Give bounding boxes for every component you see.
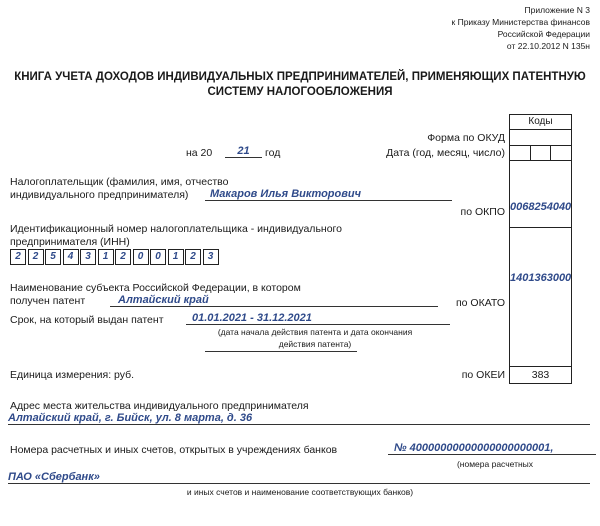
inn-digit: 1 bbox=[168, 249, 184, 265]
codes-header: Коды bbox=[510, 115, 571, 130]
year-value: 21 bbox=[225, 145, 262, 158]
document-title-line-1: КНИГА УЧЕТА ДОХОДОВ ИНДИВИДУАЛЬНЫХ ПРЕДПРИНИМАТЕЛЕЙ, ПРИМЕНЯЮЩИХ ПАТЕНТНУЮ bbox=[14, 71, 586, 83]
address-label: Адрес места жительства индивидуального предпринимателя bbox=[10, 400, 309, 412]
date-code-cells bbox=[510, 146, 571, 161]
inn-digit: 3 bbox=[203, 249, 219, 265]
appendix-line-4: от 22.10.2012 N 135н bbox=[506, 41, 590, 51]
okud-label: Форма по ОКУД bbox=[427, 132, 505, 144]
inn-digit: 0 bbox=[133, 249, 149, 265]
appendix-line-1: Приложение N 3 bbox=[524, 5, 590, 15]
codes-table bbox=[509, 114, 572, 384]
taxpayer-name: Макаров Илья Викторович bbox=[205, 188, 452, 201]
okei-code-cell bbox=[510, 367, 571, 384]
year-prefix: на 20 bbox=[186, 147, 213, 159]
okpo-code-cell bbox=[510, 161, 571, 228]
accounts-value: № 40000000000000000000001, bbox=[388, 442, 596, 455]
term-note-2: действия патента) bbox=[278, 339, 352, 349]
region-label-2: получен патент bbox=[10, 295, 86, 307]
okato-code: 1401363000 bbox=[510, 272, 572, 284]
taxpayer-label-1: Налогоплательщик (фамилия, имя, отчество bbox=[10, 176, 229, 188]
inn-digit: 0 bbox=[150, 249, 166, 265]
bank-name: ПАО «Сбербанк» bbox=[8, 471, 590, 484]
accounts-note: (номера расчетных bbox=[456, 459, 534, 469]
bank-note: и иных счетов и наименование соответствующих банков) bbox=[186, 487, 414, 497]
okpo-label: по ОКПО bbox=[460, 206, 505, 218]
okato-label: по ОКАТО bbox=[455, 297, 505, 309]
taxpayer-label-2: индивидуального предпринимателя) bbox=[10, 189, 189, 201]
inn-cells bbox=[10, 249, 220, 265]
address-value: Алтайский край, г. Бийск, ул. 8 марта, д. 36 bbox=[8, 412, 590, 425]
inn-digit: 2 bbox=[10, 249, 26, 265]
inn-digit: 1 bbox=[98, 249, 114, 265]
okud-code-cell bbox=[510, 130, 571, 146]
term-value: 01.01.2021 - 31.12.2021 bbox=[186, 312, 450, 325]
appendix-line-3: Российской Федерации bbox=[497, 29, 590, 39]
okei-code: 383 bbox=[531, 369, 550, 381]
inn-digit: 5 bbox=[45, 249, 61, 265]
inn-label-1: Идентификационный номер налогоплательщика - индивидуального bbox=[10, 223, 342, 235]
okei-label: по ОКЕИ bbox=[461, 369, 505, 381]
region-label-1: Наименование субъекта Российской Федерации, в котором bbox=[10, 282, 301, 294]
term-note-1: (дата начала действия патента и дата окончания bbox=[217, 327, 413, 337]
okato-code-cell bbox=[510, 228, 571, 367]
unit-label: Единица измерения: руб. bbox=[10, 369, 135, 381]
inn-digit: 2 bbox=[185, 249, 201, 265]
document-title-line-2: СИСТЕМУ НАЛОГООБЛОЖЕНИЯ bbox=[207, 86, 393, 98]
inn-digit: 4 bbox=[63, 249, 79, 265]
okpo-code: 0068254040 bbox=[510, 201, 572, 213]
inn-digit: 2 bbox=[115, 249, 131, 265]
region-value: Алтайский край bbox=[110, 294, 438, 307]
accounts-label: Номера расчетных и иных счетов, открытых в учреждениях банков bbox=[10, 444, 338, 456]
inn-digit: 3 bbox=[80, 249, 96, 265]
term-note-underline bbox=[205, 351, 357, 352]
year-suffix: год bbox=[265, 147, 281, 159]
date-label: Дата (год, месяц, число) bbox=[386, 147, 505, 159]
inn-label-2: предпринимателя (ИНН) bbox=[10, 236, 130, 248]
term-label: Срок, на который выдан патент bbox=[10, 314, 164, 326]
inn-digit: 2 bbox=[28, 249, 44, 265]
appendix-line-2: к Приказу Министерства финансов bbox=[451, 17, 590, 27]
